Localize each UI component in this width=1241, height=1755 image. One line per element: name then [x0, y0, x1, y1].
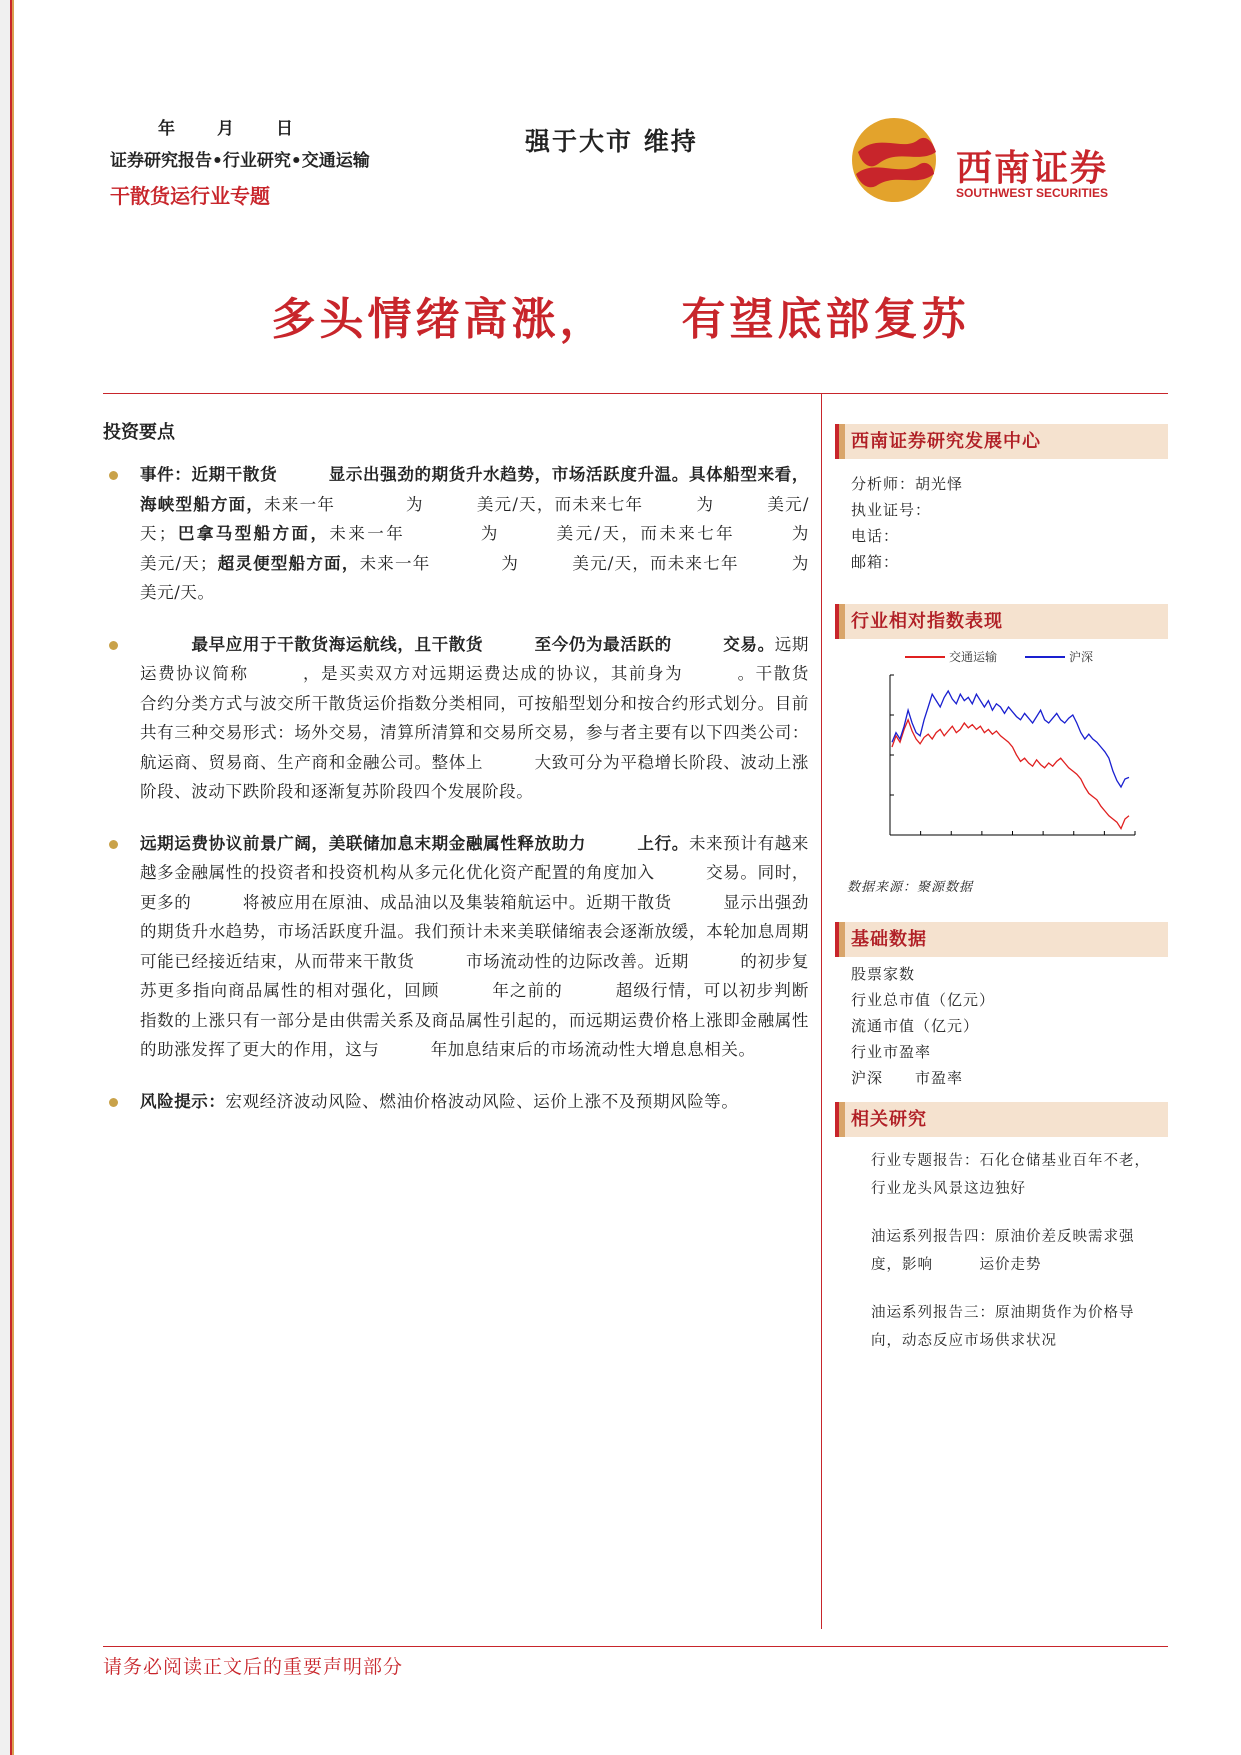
- bullet-lead: 远期运费协议前景广阔，美联储加息末期金融属性释放助力 上行。: [140, 833, 689, 853]
- chart-svg: [835, 645, 1168, 845]
- company-logo: [848, 112, 1148, 207]
- sidebar-header-center: [835, 424, 1168, 459]
- sidebar-analyst-block: [835, 424, 1168, 575]
- bottom-divider: [103, 1646, 1168, 1647]
- email: 邮箱：: [851, 553, 900, 571]
- bullet-lead: 风险提示：: [140, 1091, 226, 1111]
- related-title: 相关研究: [851, 1109, 927, 1130]
- bullet-body: 宏观经济波动风险、燃油价格波动风险、运价上涨不及预期风险等。: [225, 1091, 739, 1111]
- series-line-沪深: [892, 691, 1129, 787]
- chart-title: 行业相对指数表现: [851, 611, 1003, 632]
- bullet-body: 未来预计有越来越多金融属性的投资者和投资机构从多元化优化资产配置的角度加入 交易。同时，更多的 将被应用在原油、成品油以及集装箱航运中。近期干散货 显示出强劲的期货升水趋势，市场活跃度升温。我们预计未来美联储缩表会逐渐放缓，本轮加息周期可能已经接近结束，从而带来干散货 市场流动性的边际改善。近期 的初步复苏更多指向商品属性的相对强化，回顾 年之前的 超级行情，可以初步判断 指数的上涨只有一部分是由供需关系及商品属性引起的，而远期运费价格上涨即金融属性的助涨发挥了更大的作用，这与 年加息结束后的市场流动性大增息息相关。: [140, 833, 861, 1059]
- chart-header-bar: [835, 604, 1168, 639]
- sidebar-center-title: 西南证券研究发展中心: [851, 431, 1041, 452]
- industry-rating: 强于大市 维持: [525, 127, 698, 156]
- legend-label: 沪深: [1069, 650, 1094, 664]
- basic-data-header: [835, 922, 1168, 957]
- left-margin-bar: [0, 0, 22, 1755]
- top-divider: [103, 393, 1168, 394]
- legend-label: 交通运输: [949, 650, 998, 664]
- report-topic: 干散货运行业专题: [110, 184, 270, 208]
- report-date: [158, 114, 335, 139]
- bullet-risk: [103, 1087, 809, 1117]
- related-report-link[interactable]: 行业专题报告：石化仓储基业百年不老，行业龙头风景这边独好: [871, 1153, 1150, 1197]
- date-year: 年: [158, 119, 177, 139]
- date-day: 日: [276, 119, 295, 139]
- logo-emblem-icon: [848, 112, 944, 208]
- basic-data-title: 基础数据: [851, 929, 927, 950]
- related-report-link[interactable]: 油运系列报告三：原油期货作为价格导向，动态反应市场供求状况: [871, 1305, 1135, 1349]
- sidebar-related-research: [835, 1102, 1168, 1375]
- bullet-ffa-origin: [103, 630, 861, 807]
- chart-source-block: [835, 876, 1168, 895]
- relative-index-chart: [835, 645, 1168, 845]
- phone: 电话：: [851, 527, 900, 545]
- report-type: 证券研究报告•行业研究•交通运输: [110, 151, 370, 171]
- related-report-link[interactable]: 油运系列报告四：原油价差反映需求强度，影响 运价走势: [871, 1229, 1135, 1273]
- sidebar-basic-data: [835, 922, 1168, 1091]
- basic-row: 流通市值（亿元）: [851, 1017, 980, 1035]
- column-divider: [821, 393, 822, 1629]
- bullet-lead-3: 超灵便型船方面，: [217, 553, 360, 573]
- report-title: 多头情绪高涨， 有望底部复苏: [271, 294, 970, 345]
- bullet-outlook: [103, 829, 861, 1065]
- chart-source: 数据来源：聚源数据: [847, 880, 974, 895]
- basic-row: 行业总市值（亿元）: [851, 991, 996, 1009]
- bullet-lead-2: 巴拿马型船方面，: [176, 524, 330, 543]
- bullet-lead: 最早应用于干散货海运航线，且干散货 至今仍为最活跃的 交易。: [140, 634, 775, 654]
- analyst-name: 分析师：胡光怿: [851, 475, 964, 493]
- basic-row: 行业市盈率: [851, 1043, 932, 1061]
- bullet-body-2: 未来一年 为 美元/天，而未来七年 为 美元/天；: [140, 524, 861, 573]
- footer-disclaimer: 请务必阅读正文后的重要声明部分: [103, 1656, 404, 1678]
- series-line-交通运输: [892, 720, 1129, 829]
- bullet-event: [103, 460, 861, 608]
- chart-lines: [892, 691, 1129, 829]
- bullet-body: 未来一年 为 美元/天，而未来七年 为 美元/天；: [140, 494, 809, 543]
- main-column: [103, 418, 861, 1138]
- bullet-body-3: 未来一年 为 美元/天，而未来七年 为 美元/天。: [140, 553, 861, 602]
- bullet-dot-icon: [109, 840, 118, 849]
- logo-name-en: SOUTHWEST SECURITIES: [956, 186, 1109, 200]
- basic-row: 股票家数: [851, 965, 916, 983]
- basic-row: 沪深 市盈率: [851, 1069, 964, 1087]
- chart-legend: [905, 649, 1093, 664]
- section-title: 投资要点: [103, 422, 175, 443]
- chart-axes: [890, 675, 1135, 835]
- bullet-body: 远期运费协议简称 ，是买卖双方对远期运费达成的协议，其前身为 。干散货 合约分类方式与波交所干散货运价指数分类相同，可按船型划分和按合约形式划分。目前 共有三种交易形式：场外交易，清算所清算和交易所交易，参与者主要有以下四类公司：航运商、贸易商、生产商和金融公司。整体上 大致可分为平稳增长阶段、波动上涨阶段、波动下跌阶段和逐渐复苏阶段四个发展阶段。: [140, 634, 861, 801]
- related-header: [835, 1102, 1168, 1137]
- bullet-lead: 事件：近期干散货 显示出强劲的期货升水趋势，市场活跃度升温。具体船型来看，海峡型船方面，: [140, 465, 809, 514]
- bullet-dot-icon: [109, 471, 118, 480]
- logo-name-cn: 西南证券: [956, 148, 1109, 189]
- sidebar-chart-header: [835, 604, 1168, 639]
- bullet-dot-icon: [109, 641, 118, 650]
- license-number: 执业证号：: [851, 501, 932, 519]
- bullet-dot-icon: [109, 1098, 118, 1107]
- date-month: 月: [217, 119, 236, 139]
